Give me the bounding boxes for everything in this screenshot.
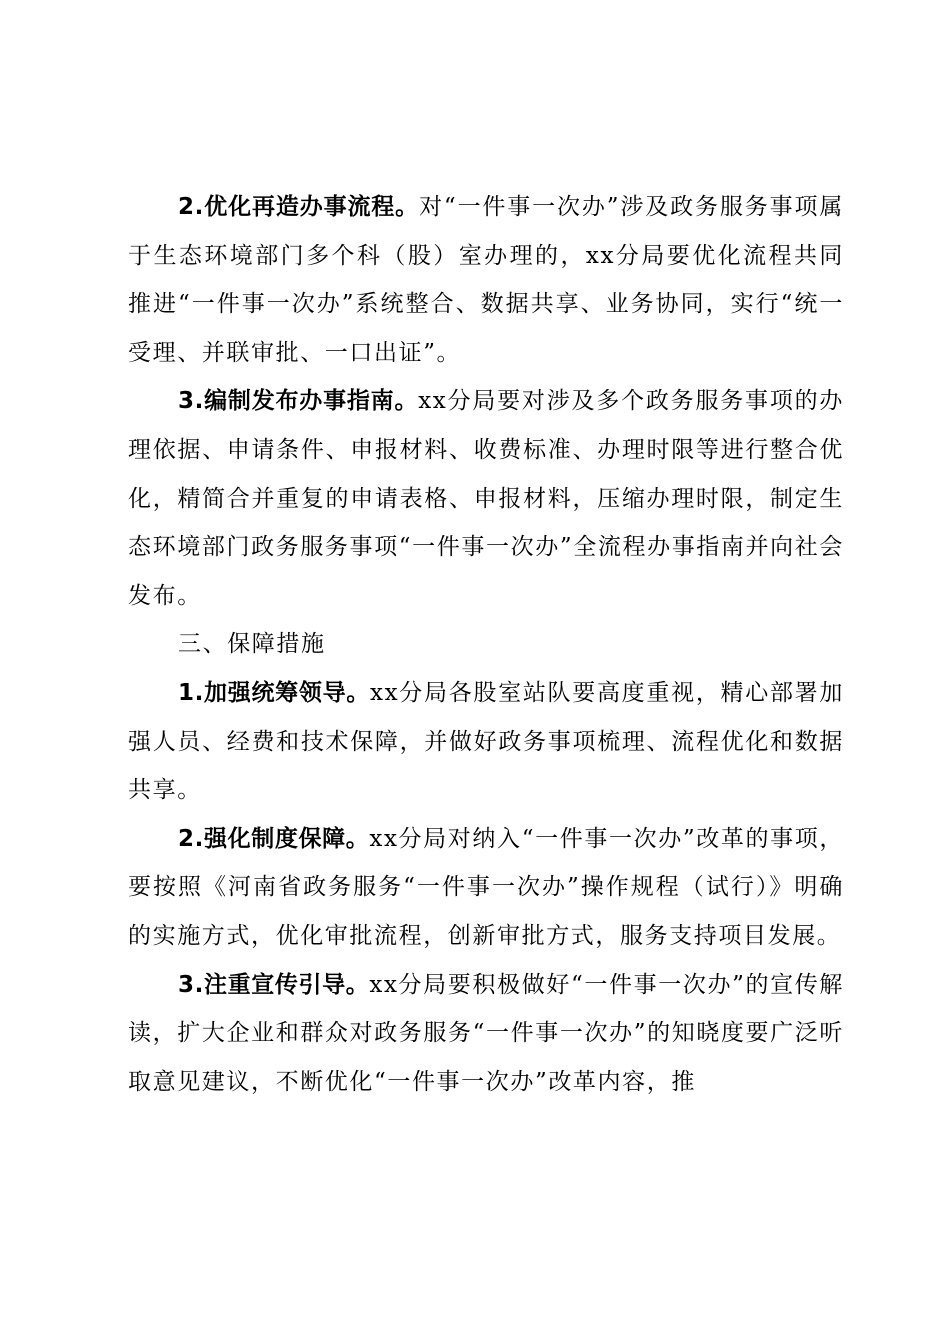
paragraph-text: xx分局各股室站队要高度重视，精心部署加强人员、经费和技术保障，并做好政务事项梳理、流程优化和数据共享。 <box>128 679 844 804</box>
paragraph-lead: 1.加强统筹领导。 <box>178 679 371 706</box>
paragraph-lead: 2.优化再造办事流程。 <box>178 194 420 220</box>
document-body <box>128 183 844 1106</box>
paragraph-text: xx分局要对涉及多个政务服务事项的办理依据、申请条件、申报材料、收费标准、办理时限等进行整合优化，精简合并重复的申请表格、申报材料，压缩办理时限，制定生态环境部门政务服务事项“一件事一次办”全流程办事指南并向社会发布。 <box>128 388 844 609</box>
paragraph-lead: 3.注重宣传引导。 <box>178 971 370 998</box>
paragraph-lead: 2.强化制度保障。 <box>178 825 370 852</box>
paragraph-optimize-process <box>128 183 844 377</box>
paragraph-text: xx分局要积极做好“一件事一次办”的宣传解读，扩大企业和群众对政务服务“一件事一次办”的知晓度要广泛听取意见建议，不断优化“一件事一次办”改革内容，推 <box>128 971 844 1095</box>
paragraph-text: 对“一件事一次办”涉及政务服务事项属于生态环境部门多个科（股）室办理的，xx分局要优化流程共同推进“一件事一次办”系统整合、数据共享、业务协同，实行“统一受理、并联审批、一口出证”。 <box>128 194 844 366</box>
paragraph-service-guide <box>128 377 844 620</box>
paragraph-text: xx分局对纳入“一件事一次办”改革的事项，要按照《河南省政务服务“一件事一次办”操作规程（试行）》明确的实施方式，优化审批流程，创新审批方式，服务支持项目发展。 <box>128 825 844 949</box>
paragraph-lead: 3.编制发布办事指南。 <box>178 388 419 415</box>
paragraph-leadership <box>128 669 844 815</box>
paragraph-institutional-guarantee <box>128 815 844 961</box>
section-heading: 三、保障措施 <box>178 631 326 658</box>
paragraph-publicity <box>128 961 844 1107</box>
